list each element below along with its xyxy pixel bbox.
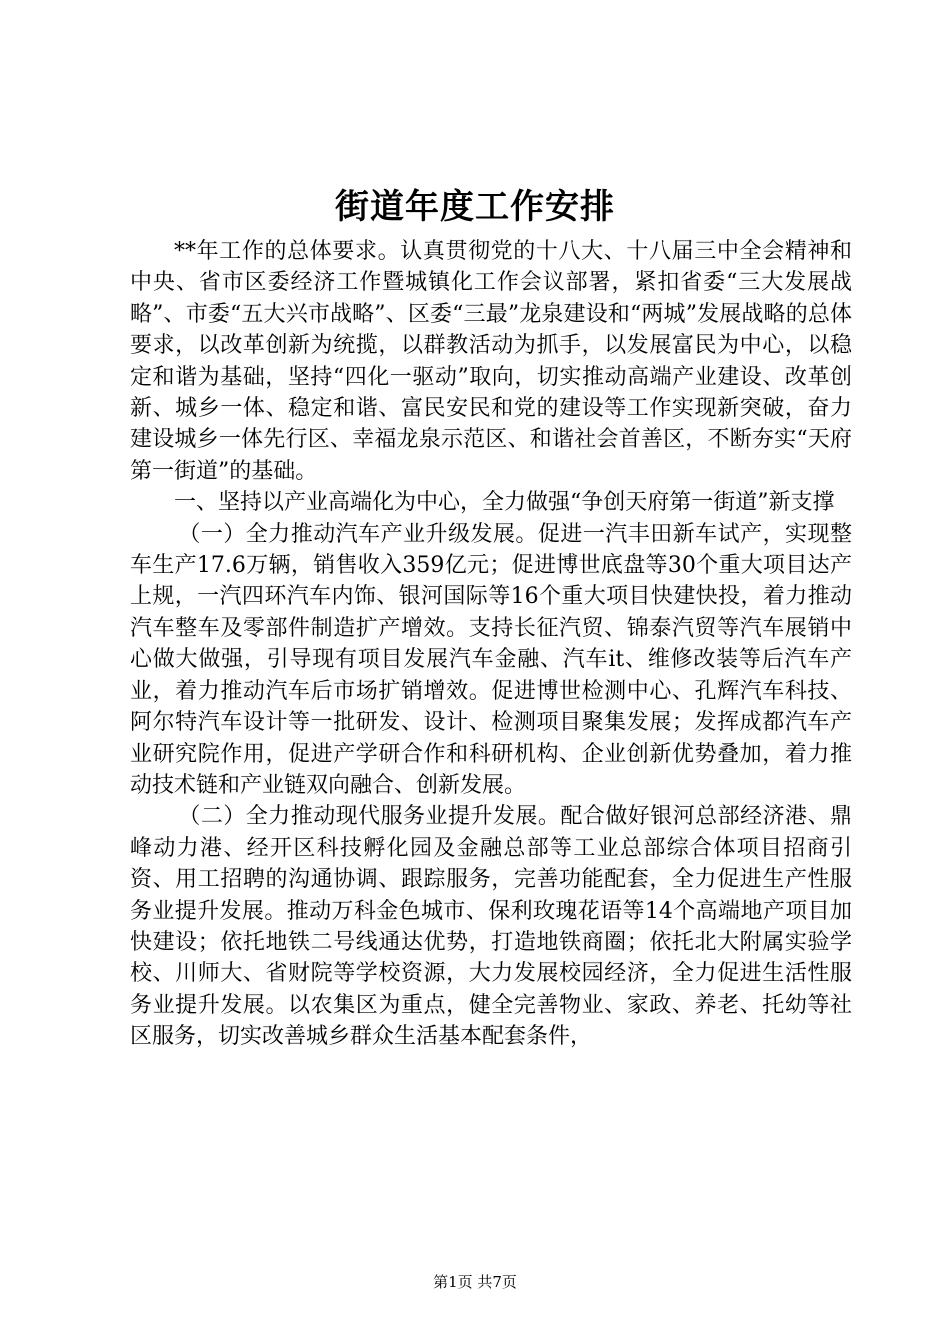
paragraph-overview: **年工作的总体要求。认真贯彻党的十八大、十八届三中全会精神和中央、省市区委经济工作暨城镇化工作会议部署，紧扣省委“三大发展战略”、市委“五大兴市战略”、区委“三最”龙泉建设和“两城”发展战略的总体要求，以改革创新为统揽，以群教活动为抓手，以发展富民为中心，以稳定和谐为基础，坚持“四化一驱动”取向，切实推动高端产业建设、改革创新、城乡一体、稳定和谐、富民安民和党的建设等工作实现新突破，奋力建设城乡一体先行区、幸福龙泉示范区、和谐社会首善区，不断夯实“天府第一街道”的基础。 — [130, 239, 852, 484]
section-heading-1: 一、坚持以产业高端化为中心，全力做强“争创天府第一街道”新支撑 — [174, 490, 835, 516]
page-title: 街道年度工作安排 — [335, 187, 615, 227]
page-footer: 第1页 共7页 — [433, 1273, 517, 1291]
paragraph-services: （二）全力推动现代服务业提升发展。配合做好银河总部经济港、鼎峰动力港、经开区科技孵化园及金融总部等工业总部综合体项目招商引资、用工招聘的沟通协调、跟踪服务，完善功能配套，全力促进生产性服务业提升发展。推动万科金色城市、保利玫瑰花语等14个高端地产项目加快建设；依托地铁二号线通达优势，打造地铁商圈；依托北大附属实验学校、川师大、省财院等学校资源，大力发展校园经济，全力促进生活性服务业提升发展。以农集区为重点，健全完善物业、家政、养老、托幼等社区服务，切实改善城乡群众生活基本配套条件， — [130, 804, 852, 1050]
document-body — [130, 236, 852, 1053]
paragraph-automotive: （一）全力推动汽车产业升级发展。促进一汽丰田新车试产，实现整车生产17.6万辆，销售收入359亿元；促进博世底盘等30个重大项目达产上规，一汽四环汽车内饰、银河国际等16个重大项目快建快投，着力推动汽车整车及零部件制造扩产增效。支持长征汽贸、锦泰汽贸等汽车展销中心做大做强，引导现有项目发展汽车金融、汽车it、维修改装等后汽车产业，着力推动汽车后市场扩销增效。促进博世检测中心、孔辉汽车科技、阿尔特汽车设计等一批研发、设计、检测项目聚集发展；发挥成都汽车产业研究院作用，促进产学研合作和科研机构、企业创新优势叠加，着力推动技术链和产业链双向融合、创新发展。 — [130, 521, 852, 798]
